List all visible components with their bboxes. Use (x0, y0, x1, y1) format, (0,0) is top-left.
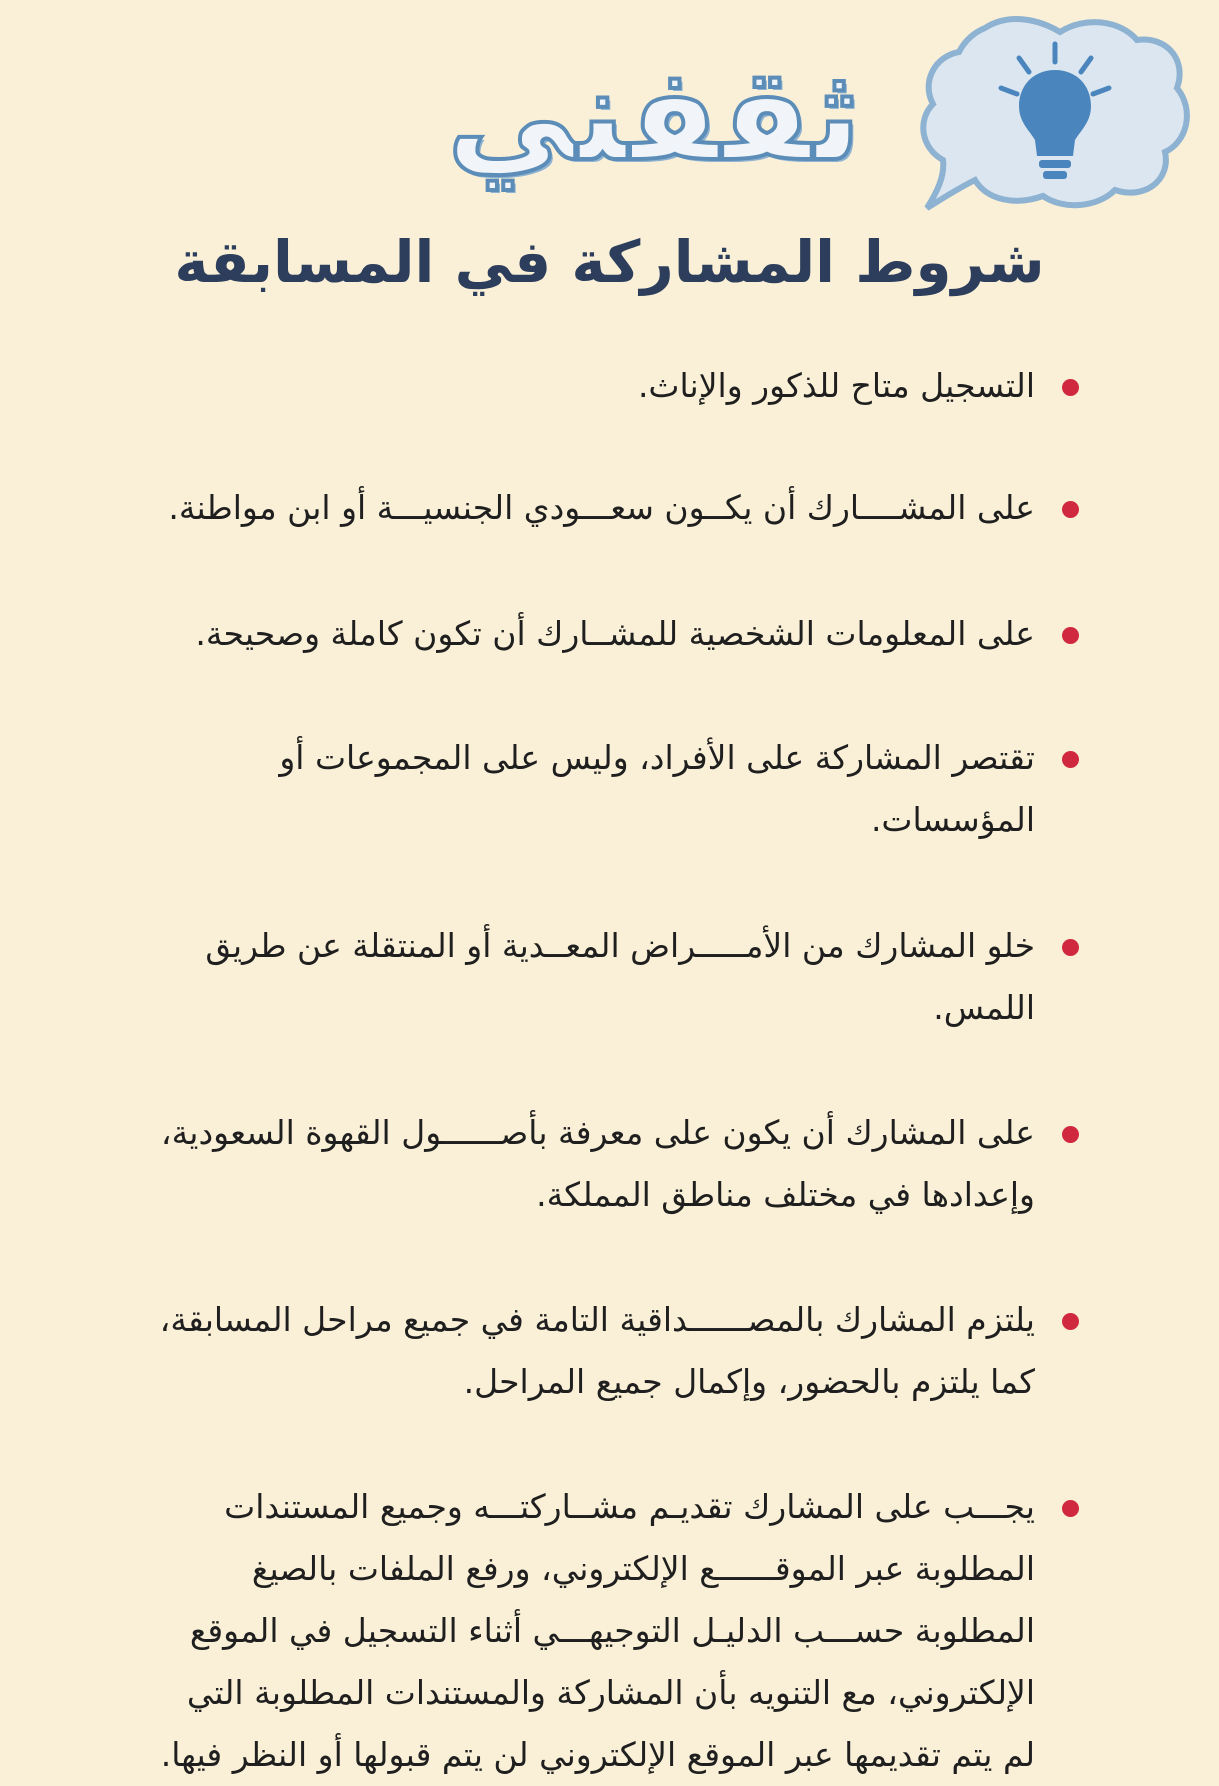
list-item (149, 477, 1079, 539)
list-item (149, 603, 1079, 665)
list-item (149, 1476, 1079, 1786)
rule-text: يلتزم المشارك بالمصــــــداقية التامة في جميع مراحل المسابقة، كما يلتزم بالحضور، وإكمال جميع المراحل. (159, 1300, 1035, 1401)
bullet-icon (1062, 1313, 1079, 1330)
list-item (149, 1102, 1079, 1226)
page-title: شروط المشاركة في المسابقة (174, 228, 1045, 296)
bullet-icon (1062, 501, 1079, 518)
bullet-icon (1062, 1126, 1079, 1143)
list-item (149, 355, 1079, 417)
list-item (149, 1289, 1079, 1413)
logo-text: ثقفني (446, 41, 862, 190)
logo (400, 10, 1200, 220)
rule-text: على المشــــارك أن يكــون سعـــودي الجنسيـــة أو ابن مواطنة. (168, 488, 1035, 527)
rule-text: التسجيل متاح للذكور والإناث. (637, 366, 1035, 405)
bullet-icon (1062, 627, 1079, 644)
bullet-icon (1062, 1500, 1079, 1517)
list-item (149, 727, 1079, 851)
bullet-icon (1062, 379, 1079, 396)
bullet-icon (1062, 751, 1079, 768)
rule-text: على المعلومات الشخصية للمشــارك أن تكون كاملة وصحيحة. (195, 614, 1035, 653)
rules-list (149, 355, 1079, 1786)
rule-text: على المشارك أن يكون على معرفة بأصــــــول القهوة السعودية، وإعدادها في مختلف مناطق المملكة. (160, 1113, 1035, 1214)
list-item (149, 915, 1079, 1039)
rule-text: خلو المشارك من الأمـــــراض المعــدية أو المنتقلة عن طريق اللمس. (205, 926, 1035, 1027)
rule-text: تقتصر المشاركة على الأفراد، وليس على المجموعات أو المؤسسات. (279, 738, 1035, 839)
bullet-icon (1062, 939, 1079, 956)
rule-text: يجـــب على المشارك تقديـم مشــاركتـــه وجميع المستندات المطلوبة عبر الموقــــــع الإلكتروني، ورفع الملفات بالصيغ المطلوبة حســـب الدليـل التوجيهـــي أثناء التسجيل في الموقع الإلكتروني، مع التنويه بأن المشاركة والمستندات المطلوبة التي لم يتم تقديمها عبر الموقع الإلكتروني لن يتم قبولها أو النظر فيها. (160, 1487, 1035, 1774)
lightbulb-icon (915, 10, 1195, 215)
